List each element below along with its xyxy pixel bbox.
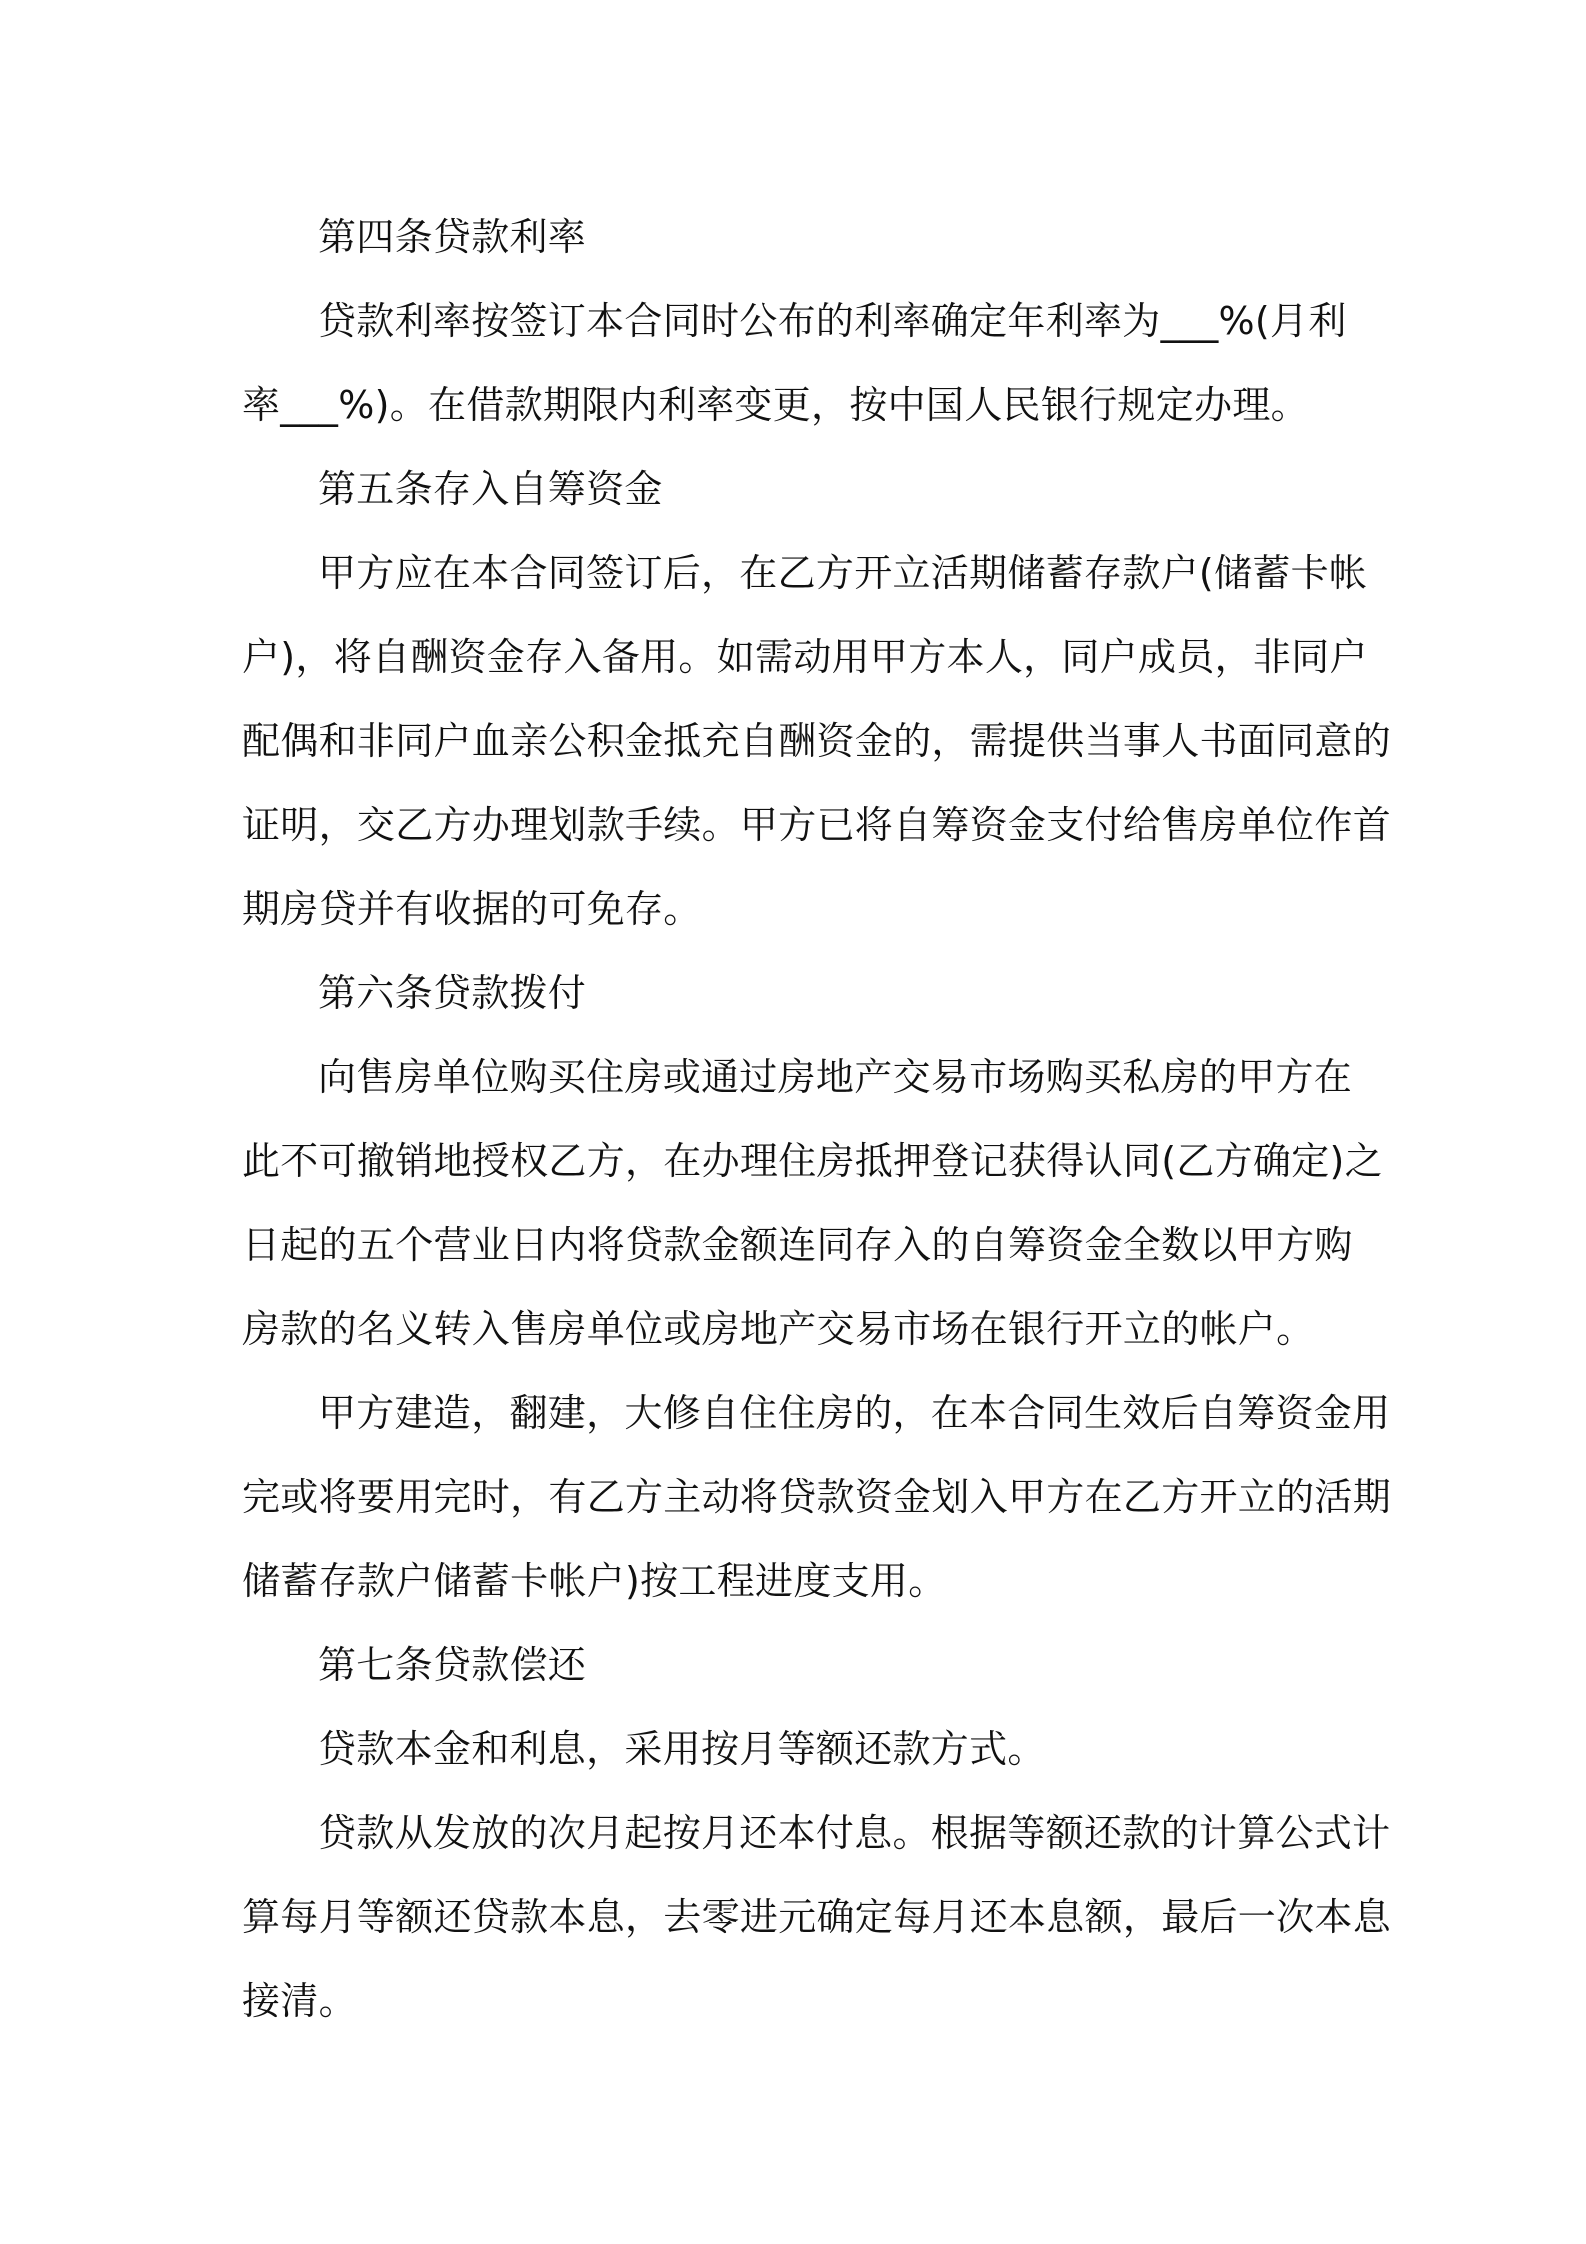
paragraph-line: 期房贷并有收据的可免存。: [242, 887, 702, 931]
article-7-heading: 第七条贷款偿还: [318, 1643, 587, 1687]
paragraph-line: 储蓄存款户储蓄卡帐户)按工程进度支用。: [242, 1559, 947, 1603]
article-5-heading: 第五条存入自筹资金: [318, 467, 663, 511]
paragraph-line: 接清。: [242, 1979, 357, 2023]
paragraph-line: 日起的五个营业日内将贷款金额连同存入的自筹资金全数以甲方购: [242, 1223, 1353, 1267]
paragraph-line: 甲方应在本合同签订后，在乙方开立活期储蓄存款户(储蓄卡帐: [318, 551, 1368, 595]
paragraph-line: 甲方建造，翻建，大修自住住房的，在本合同生效后自筹资金用: [318, 1391, 1391, 1435]
document-body: [242, 195, 1392, 2043]
article-4-heading: 第四条贷款利率: [318, 215, 587, 259]
paragraph-line: 算每月等额还贷款本息，去零进元确定每月还本息额，最后一次本息: [242, 1895, 1392, 1939]
paragraph-line: 贷款本金和利息，采用按月等额还款方式。: [318, 1727, 1046, 1771]
paragraph-line: 此不可撤销地授权乙方，在办理住房抵押登记获得认同(乙方确定)之: [242, 1139, 1383, 1183]
paragraph-line: 贷款利率按签订本合同时公布的利率确定年利率为___%(月利: [318, 299, 1347, 343]
paragraph-line: 完或将要用完时，有乙方主动将贷款资金划入甲方在乙方开立的活期: [242, 1475, 1392, 1519]
paragraph-line: 贷款从发放的次月起按月还本付息。根据等额还款的计算公式计: [318, 1811, 1391, 1855]
paragraph-line: 房款的名义转入售房单位或房地产交易市场在银行开立的帐户。: [242, 1307, 1315, 1351]
paragraph-line: 率___%)。在借款期限内利率变更，按中国人民银行规定办理。: [242, 383, 1309, 427]
paragraph-line: 证明，交乙方办理划款手续。甲方已将自筹资金支付给售房单位作首: [242, 803, 1392, 847]
article-6-heading: 第六条贷款拨付: [318, 971, 587, 1015]
paragraph-line: 配偶和非同户血亲公积金抵充自酬资金的，需提供当事人书面同意的: [242, 719, 1392, 763]
paragraph-line: 户)，将自酬资金存入备用。如需动用甲方本人，同户成员，非同户: [242, 635, 1368, 679]
paragraph-line: 向售房单位购买住房或通过房地产交易市场购买私房的甲方在: [318, 1055, 1353, 1099]
